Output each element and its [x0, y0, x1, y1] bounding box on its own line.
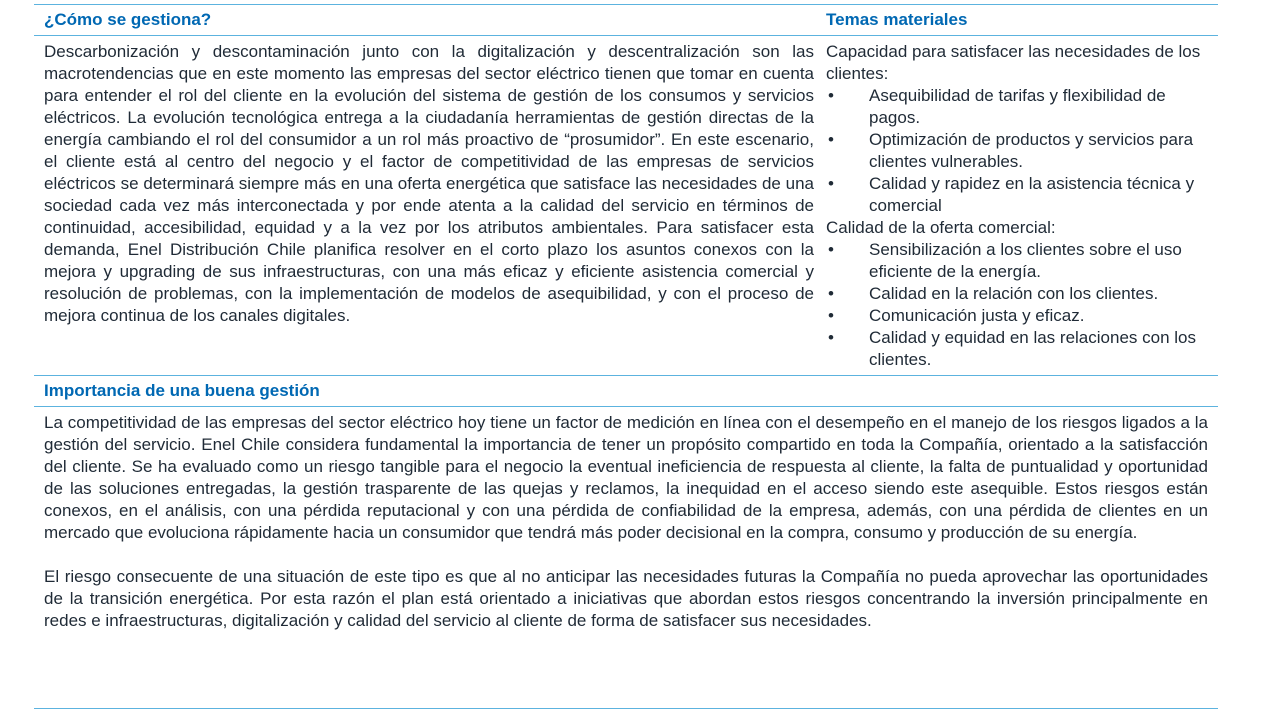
- material-topics-list: [816, 41, 1218, 371]
- bullet-icon: •: [828, 240, 834, 259]
- bullet-icon: •: [828, 328, 834, 347]
- table-header-row: [34, 5, 1218, 35]
- list-item-text: Calidad en la relación con los clientes.: [869, 284, 1159, 303]
- list-item-text: Sensibilización a los clientes sobre el uso eficiente de la energía.: [869, 240, 1182, 281]
- list-item-text: Comunicación justa y eficaz.: [869, 306, 1085, 325]
- bullet-icon: •: [828, 130, 834, 149]
- list-item-text: Optimización de productos y servicios para clientes vulnerables.: [869, 130, 1194, 171]
- topic-group-list: [826, 239, 1218, 371]
- document-page: [34, 4, 1218, 632]
- topic-group-list: [826, 85, 1218, 217]
- list-item: [826, 129, 1218, 173]
- bottom-rule: [34, 708, 1218, 709]
- list-item: [826, 283, 1218, 305]
- list-item-text: Asequibilidad de tarifas y flexibilidad de pagos.: [869, 86, 1166, 127]
- bullet-icon: •: [828, 86, 834, 105]
- importance-body: [34, 407, 1218, 632]
- list-item-text: Calidad y equidad en las relaciones con los clientes.: [869, 328, 1196, 369]
- how-managed-paragraph: Descarbonización y descontaminación junto con la digitalización y descentralización son las macrotendencias que en este momento las empresas del sector eléctrico tienen que tomar en cuenta para entender el rol del cliente en la evolución del sistema de gestión de los consumos y servicios eléctricos. La evolución tecnológica entrega a la ciudadanía herramientas de gestión directas de la energía cambiando el rol del consumidor a un rol más proactivo de “prosumidor”. En este escenario, el cliente está al centro del negocio y el factor de competitividad de las empresas de servicios eléctricos se determinará siempre más en una oferta energética que satisface las necesidades de una sociedad cada vez más interconectada y por ende atenta a la calidad del servicio en términos de continuidad, accesibilidad, equidad y a la vez por los atributos ambientales. Para satisfacer esta demanda, Enel Distribución Chile planifica resolver en el corto plazo los asuntos conexos con la mejora y upgrading de sus infraestructuras, con una más eficaz y eficiente asistencia comercial y resolución de problemas, con la implementación de modelos de asequibilidad, y con el proceso de mejora continua de los canales digitales.: [44, 42, 814, 325]
- how-managed-heading: ¿Cómo se gestiona?: [44, 10, 212, 29]
- list-item: [826, 305, 1218, 327]
- list-item: [826, 173, 1218, 217]
- importance-paragraph: El riesgo consecuente de una situación de este tipo es que al no anticipar las necesidades futuras la Compañía no pueda aprovechar las oportunidades de la transición energética. Por esta razón el plan está orientado a iniciativas que abordan estos riesgos concentrando la inversión principalmente en redes e infraestructuras, digitalización y calidad del servicio al cliente de forma de satisfacer sus necesidades.: [44, 567, 1208, 630]
- material-topics-heading: Temas materiales: [826, 10, 968, 29]
- list-item: [826, 85, 1218, 129]
- bullet-icon: •: [828, 284, 834, 303]
- importance-paragraph: La competitividad de las empresas del sector eléctrico hoy tiene un factor de medición en línea con el desempeño en el manejo de los riesgos ligados a la gestión del servicio. Enel Chile considera fundamental la importancia de tener un propósito compartido en toda la Compañía, orientado a la satisfacción del cliente. Se ha evaluado como un riesgo tangible para el negocio la eventual ineficiencia de respuesta al cliente, la falta de puntualidad y oportunidad de las soluciones entregadas, la gestión trasparente de las quejas y reclamos, la inequidad en el acceso siendo este asequible. Estos riesgos están conexos, en el análisis, con una pérdida reputacional y con una pérdida de confiabilidad de la empresa, además, con una pérdida de clientes en un mercado que evoluciona rápidamente hacia un consumidor que tendrá más poder decisional en la compra, consumo y producción de su energía.: [44, 413, 1208, 542]
- list-item: [826, 239, 1218, 283]
- topic-group-title: Calidad de la oferta comercial:: [826, 218, 1056, 237]
- bullet-icon: •: [828, 306, 834, 325]
- table-body-row: [34, 36, 1218, 375]
- bullet-icon: •: [828, 174, 834, 193]
- list-item-text: Calidad y rapidez en la asistencia técnica y comercial: [869, 174, 1195, 215]
- importance-heading: Importancia de una buena gestión: [44, 381, 320, 400]
- topic-group-title: Capacidad para satisfacer las necesidades de los clientes:: [826, 42, 1201, 83]
- list-item: [826, 327, 1218, 371]
